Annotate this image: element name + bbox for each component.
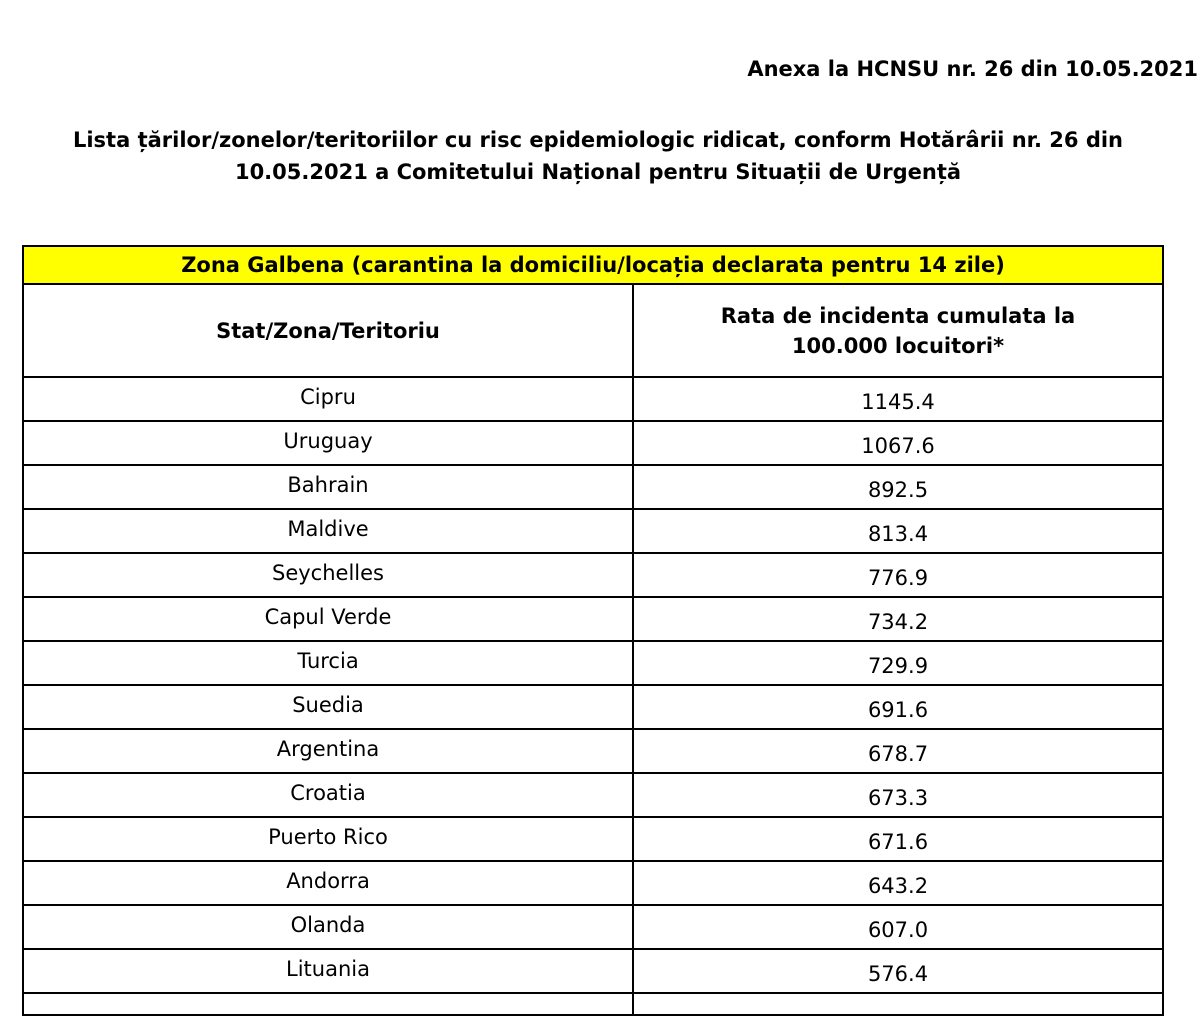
document-title-line-2: 10.05.2021 a Comitetului Național pentru Situații de Urgență	[234, 160, 962, 184]
table-row	[23, 597, 1163, 641]
incidence-rate-cell: 1145.4	[633, 377, 1163, 421]
column-header-row	[23, 284, 1163, 377]
country-cell: Capul Verde	[23, 597, 633, 641]
incidence-rate-cell: 576.4	[633, 949, 1163, 993]
incidence-rate-cell: 729.9	[633, 641, 1163, 685]
column-header-rate	[633, 284, 1163, 377]
country-cell: Bahrain	[23, 465, 633, 509]
incidence-rate-cell: 691.6	[633, 685, 1163, 729]
country-cell: Puerto Rico	[23, 817, 633, 861]
table-row	[23, 553, 1163, 597]
country-cell: Andorra	[23, 861, 633, 905]
table-row	[23, 949, 1163, 993]
annex-reference: Anexa la HCNSU nr. 26 din 10.05.2021	[747, 57, 1198, 81]
country-cell: Cipru	[23, 377, 633, 421]
empty-cell	[23, 993, 633, 1015]
incidence-rate-cell: 892.5	[633, 465, 1163, 509]
country-cell: Maldive	[23, 509, 633, 553]
table-row	[23, 685, 1163, 729]
incidence-rate-cell: 734.2	[633, 597, 1163, 641]
table-row	[23, 729, 1163, 773]
table-row-cut-off	[23, 993, 1163, 1015]
country-cell: Turcia	[23, 641, 633, 685]
table-row	[23, 465, 1163, 509]
empty-cell	[633, 993, 1163, 1015]
table-body	[23, 377, 1163, 1015]
table-row	[23, 641, 1163, 685]
incidence-rate-cell: 673.3	[633, 773, 1163, 817]
incidence-rate-cell: 678.7	[633, 729, 1163, 773]
incidence-rate-cell: 813.4	[633, 509, 1163, 553]
document-title-line-1: Lista țărilor/zonelor/teritoriilor cu risc epidemiologic ridicat, conform Hotărârii nr. 26 din	[72, 128, 1124, 152]
incidence-rate-cell: 776.9	[633, 553, 1163, 597]
risk-countries-table	[22, 245, 1164, 1016]
incidence-rate-cell: 671.6	[633, 817, 1163, 861]
yellow-zone-label: Zona Galbena (carantina la domiciliu/locația declarata pentru 14 zile)	[23, 246, 1163, 284]
country-cell: Suedia	[23, 685, 633, 729]
zone-header-row	[23, 246, 1163, 284]
table-row	[23, 773, 1163, 817]
country-cell: Olanda	[23, 905, 633, 949]
country-cell: Uruguay	[23, 421, 633, 465]
table-row	[23, 509, 1163, 553]
table-row	[23, 861, 1163, 905]
table-row	[23, 421, 1163, 465]
incidence-rate-cell: 643.2	[633, 861, 1163, 905]
column-header-rate-line-1: Rata de incidenta cumulata la	[720, 303, 1076, 328]
column-header-rate-line-2: 100.000 locuitori*	[791, 333, 1005, 358]
country-cell: Lituania	[23, 949, 633, 993]
document-title	[0, 124, 1196, 188]
table-row	[23, 377, 1163, 421]
incidence-rate-cell: 607.0	[633, 905, 1163, 949]
column-header-country: Stat/Zona/Teritoriu	[23, 284, 633, 377]
table-row	[23, 817, 1163, 861]
incidence-rate-cell: 1067.6	[633, 421, 1163, 465]
country-cell: Croatia	[23, 773, 633, 817]
country-cell: Seychelles	[23, 553, 633, 597]
country-cell: Argentina	[23, 729, 633, 773]
table-row	[23, 905, 1163, 949]
